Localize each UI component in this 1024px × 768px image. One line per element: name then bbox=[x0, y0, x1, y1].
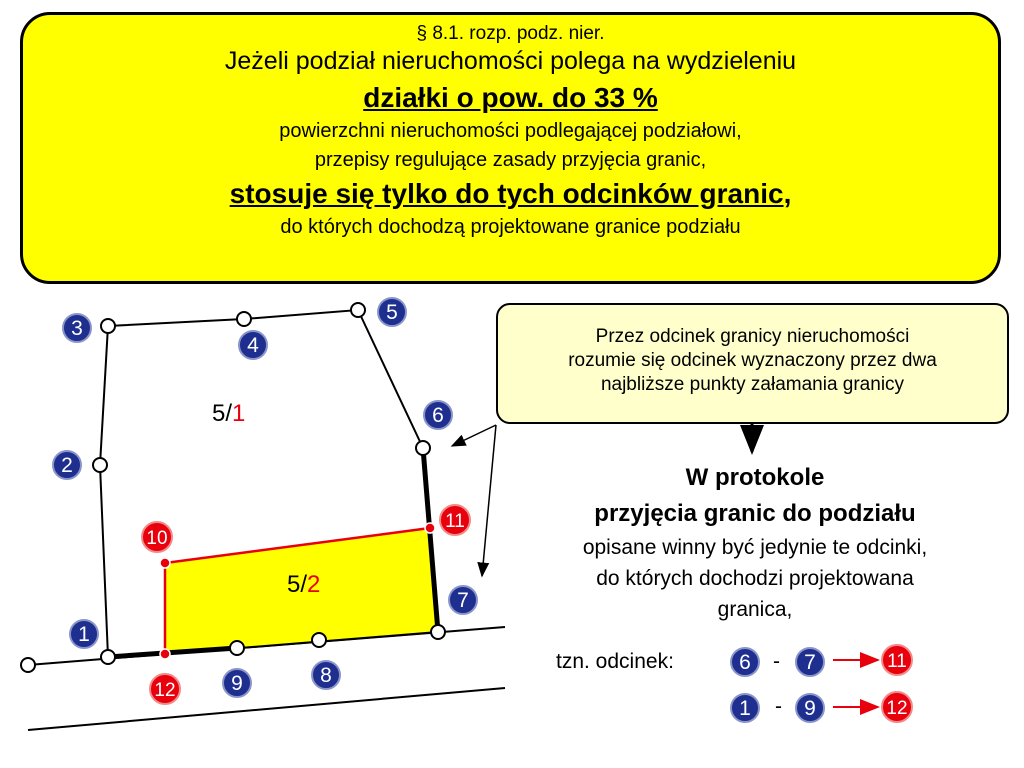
regulation-line-4: powierzchni nieruchomości podlegającej podziałowi, bbox=[279, 120, 742, 142]
example-badge-result-2 bbox=[882, 692, 912, 722]
svg-text:5: 5 bbox=[386, 301, 398, 324]
example-dash-2: - bbox=[775, 695, 782, 718]
svg-text:12: 12 bbox=[154, 680, 176, 701]
point-badge-5 bbox=[378, 298, 406, 326]
definition-line-2: rozumie się odcinek wyznaczony przez dwa bbox=[568, 350, 937, 371]
protocol-text-2: do których dochodzi projektowana bbox=[596, 567, 914, 590]
point-marker-9 bbox=[230, 641, 244, 655]
regulation-line-3: działki o pow. do 33 % bbox=[363, 82, 658, 113]
parcel-label-5-2: 5/2 bbox=[287, 571, 321, 598]
example-badge-from-1 bbox=[731, 648, 759, 676]
svg-text:9: 9 bbox=[231, 672, 243, 695]
svg-text:7: 7 bbox=[457, 589, 469, 612]
svg-text:8: 8 bbox=[320, 664, 332, 687]
definition-line-3: najbliższe punkty załamania granicy bbox=[600, 374, 905, 395]
point-marker-11 bbox=[425, 523, 435, 533]
example-badge-to-2 bbox=[796, 694, 824, 722]
point-badge-3 bbox=[63, 314, 91, 342]
svg-text:7: 7 bbox=[804, 651, 816, 674]
pointer-arrow-lower bbox=[482, 425, 496, 576]
point-marker-2 bbox=[93, 458, 107, 472]
point-marker-3 bbox=[101, 319, 115, 333]
point-badge-6 bbox=[424, 401, 452, 429]
regulation-line-6-tail: , bbox=[783, 178, 792, 209]
point-badge-7 bbox=[449, 586, 477, 614]
svg-text:4: 4 bbox=[247, 334, 259, 357]
example-badge-result-1 bbox=[882, 645, 912, 675]
point-marker-10 bbox=[160, 558, 170, 568]
svg-text:10: 10 bbox=[146, 528, 168, 549]
pointer-arrow-upper bbox=[452, 425, 496, 446]
point-badge-12 bbox=[150, 674, 180, 704]
regulation-reference: § 8.1. rozp. podz. nier. bbox=[416, 23, 605, 44]
point-marker-12 bbox=[160, 649, 170, 659]
point-marker bbox=[21, 658, 35, 672]
example-dash-1: - bbox=[773, 650, 780, 673]
protocol-heading-2: przyjęcia granic do podziału bbox=[594, 500, 916, 527]
point-badge-9 bbox=[223, 669, 251, 697]
point-badge-4 bbox=[239, 331, 267, 359]
svg-text:3: 3 bbox=[71, 317, 83, 340]
regulation-line-5: przepisy regulujące zasady przyjęcia granic, bbox=[314, 149, 707, 171]
svg-text:6: 6 bbox=[739, 651, 751, 674]
road-edge-lower bbox=[28, 688, 505, 730]
point-marker-1 bbox=[101, 650, 115, 664]
svg-text:11: 11 bbox=[445, 511, 465, 532]
parcel-label-5-1: 5/1 bbox=[212, 400, 246, 427]
regulation-line-6-bold: stosuje się tylko do tych odcinków granic bbox=[229, 178, 784, 209]
svg-text:6: 6 bbox=[432, 404, 444, 427]
protocol-heading-1: W protokole bbox=[685, 464, 825, 491]
svg-text:9: 9 bbox=[804, 697, 816, 720]
point-marker-8 bbox=[312, 633, 326, 647]
svg-text:12: 12 bbox=[886, 698, 908, 719]
point-marker-4 bbox=[237, 312, 251, 326]
regulation-line-7: do których dochodzą projektowane granice podziału bbox=[280, 216, 741, 238]
svg-text:11: 11 bbox=[887, 651, 907, 672]
point-marker-7 bbox=[431, 625, 445, 639]
svg-text:1: 1 bbox=[739, 697, 751, 720]
example-label: tzn. odcinek: bbox=[556, 650, 674, 673]
point-marker-5 bbox=[351, 303, 365, 317]
point-marker-6 bbox=[416, 441, 430, 455]
regulation-line-2: Jeżeli podział nieruchomości polega na wydzieleniu bbox=[224, 47, 797, 75]
svg-text:2: 2 bbox=[61, 454, 73, 477]
definition-line-1: Przez odcinek granicy nieruchomości bbox=[595, 326, 910, 347]
point-badge-2 bbox=[53, 451, 81, 479]
point-badge-8 bbox=[312, 661, 340, 689]
point-badge-10 bbox=[142, 522, 172, 552]
svg-text:1: 1 bbox=[78, 623, 90, 646]
protocol-text-1: opisane winny być jedynie te odcinki, bbox=[582, 536, 928, 559]
point-badge-11 bbox=[440, 505, 470, 535]
example-badge-to-1 bbox=[796, 648, 824, 676]
example-badge-from-2 bbox=[731, 694, 759, 722]
point-badge-1 bbox=[70, 620, 98, 648]
protocol-text-3: granica, bbox=[717, 598, 793, 621]
